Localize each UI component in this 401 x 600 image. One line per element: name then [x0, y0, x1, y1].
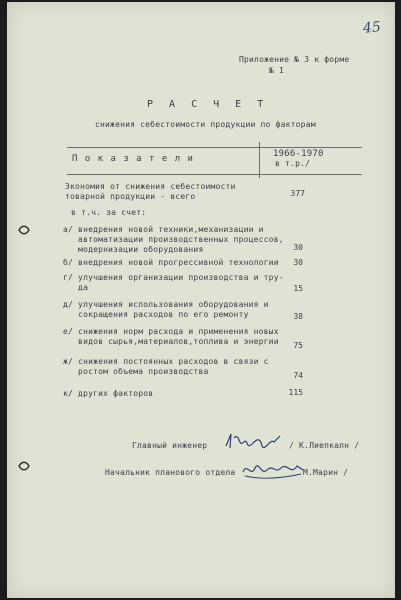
row-b-line-1: б/ внедрения новой прогрессивной технологии [63, 258, 279, 267]
binder-mark-icon [17, 224, 31, 236]
row-g-line-2: да [63, 283, 89, 292]
row-e-line-1: е/ снижения норм расхода и применения новых [63, 327, 279, 336]
row-zh-line-1: ж/ снижения постоянных расходов в связи с [63, 357, 269, 366]
row-a-line-3: модернизации оборудования [63, 245, 204, 254]
signature-chief-engineer [222, 428, 284, 456]
signature-planning-head [239, 456, 307, 482]
row-a-line-1: а/ внедрения новой техники,механизации и [63, 225, 264, 234]
table-top-rule [67, 147, 362, 148]
appendix-line-1: Приложение № 3 к форме [239, 55, 350, 64]
including-label: в т.ч. за счет: [71, 208, 147, 217]
total-line-2: товарной продукции - всего [65, 192, 196, 201]
table-column-divider [259, 142, 260, 178]
row-b-value: 30 [293, 258, 303, 267]
row-e-value: 75 [293, 341, 303, 350]
row-zh-line-2: ростом объема производства [63, 367, 209, 376]
table-header-rule [67, 174, 362, 175]
row-a-line-2: автоматизации производственных процессов, [63, 235, 284, 244]
row-d-value: 38 [293, 312, 303, 321]
signature-name-chief-engineer: / К.Лиепкалн / [289, 441, 360, 450]
appendix-line-2: № 1 [269, 66, 285, 75]
document-title: Р А С Ч Е Т [147, 99, 269, 110]
signature-title-planning-head: Начальник планового отдела [105, 468, 236, 477]
row-a-value: 30 [293, 243, 303, 252]
row-e-line-2: видов сырья,материалов,топлива и энергии [63, 337, 279, 346]
header-indicators: П о к а з а т е л и [72, 154, 194, 164]
folio-number: 45 [362, 19, 382, 37]
row-g-line-1: г/ улучшения организации производства и тру- [63, 273, 284, 282]
total-line-1: Экономия от снижения себестоимости [65, 182, 236, 191]
header-unit: в т.р./ [275, 159, 311, 168]
row-zh-value: 74 [293, 371, 303, 380]
row-g-value: 15 [293, 284, 303, 293]
binder-mark-icon [17, 460, 31, 472]
row-d-line-1: д/ улучшения использования оборудования и [63, 300, 269, 309]
document-page [7, 2, 395, 598]
signature-name-planning-head: М.Марин / [303, 468, 349, 477]
row-k-line-1: к/ других факторов [63, 389, 154, 398]
total-value: 377 [290, 189, 305, 198]
document-subtitle: снижения себестоимости продукции по факторам [95, 120, 316, 129]
header-years: 1966-1970 [273, 149, 324, 159]
row-d-line-2: сокращения расходов по его ремонту [63, 310, 249, 319]
signature-title-chief-engineer: Главный инженер [132, 441, 208, 450]
row-k-value: 115 [288, 388, 303, 397]
